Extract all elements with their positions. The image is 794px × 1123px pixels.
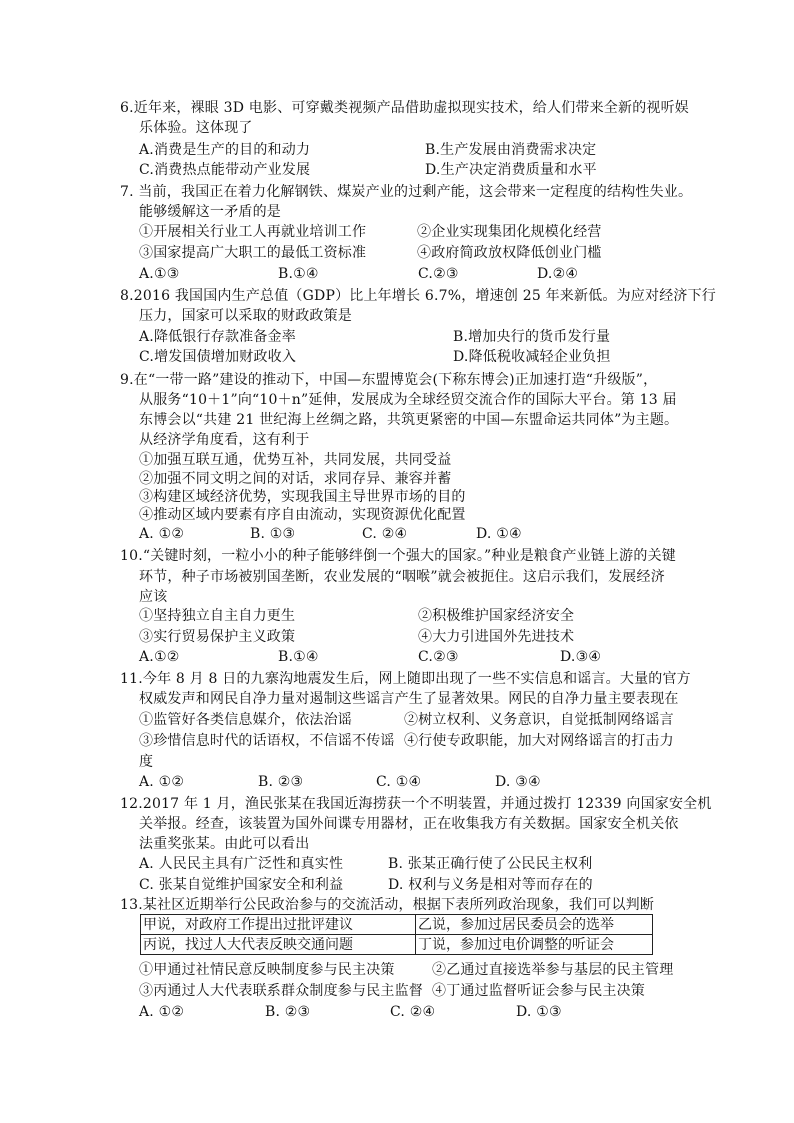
q9-option-d: D. ①④	[476, 526, 522, 542]
q12-option-a: A. 人民民主具有广泛性和真实性	[139, 856, 344, 872]
q11-option-a: A. ①②	[139, 774, 185, 790]
q12-stem-line2: 关举报。经查，该装置为国外间谍专用器材，正在收集我方有关数据。国家安全机关依	[139, 816, 679, 832]
q11-stem-line2: 权威发声和网民自净力量对遏制这些谣言产生了显著效果。网民的自净力量主要表现在	[139, 691, 679, 707]
q9-option-b: B. ①③	[250, 526, 296, 542]
q11-statement-4: ④行使专政职能，加大对网络谣言的打击力	[404, 733, 674, 749]
q10-statement-1: ①坚持独立自主自力更生	[139, 608, 296, 624]
q10-option-c: C.②③	[418, 649, 459, 665]
q11-stem-line1: 11.今年 8 月 8 日的九寨沟地震发生后，网上随即出现了一些不实信息和谣言。大量的官方	[120, 671, 691, 687]
q9-stem-line2: 从服务“10＋1”向“10＋n”延伸，发展成为全球经贸交流合作的国际大平台。第 13 届	[139, 392, 677, 408]
q8-option-c: C.增发国债增加财政收入	[139, 349, 297, 365]
q12-option-c: C. 张某自觉维护国家安全和利益	[139, 877, 344, 893]
q6-stem-line2: 乐体验。这体现了	[139, 120, 253, 136]
q8-option-b: B.增加央行的货币发行量	[453, 329, 611, 345]
q10-stem-line1: 10.“关键时刻，一粒小小的种子能够绊倒一个强大的国家。”种业是粮食产业链上游的关键	[120, 548, 676, 564]
q6-stem-line1: 6.近年来，裸眼 3D 电影、可穿戴类视频产品借助虚拟现实技术，给人们带来全新的视听娱	[120, 100, 689, 116]
q8-stem-line1: 8.2016 我国国内生产总值（GDP）比上年增长 6.7%，增速创 25 年来新低。为应对经济下行	[120, 288, 716, 304]
q9-statement-2: ②加强不同文明之间的对话，求同存异、兼容并蓄	[139, 471, 452, 487]
q11-option-d: D. ③④	[495, 774, 541, 790]
q10-option-d: D.③④	[560, 649, 602, 665]
q11-statement-1: ①监管好各类信息媒介，依法治谣	[139, 712, 352, 728]
q13-option-a: A. ①②	[139, 1004, 185, 1020]
q7-stem-line2: 能够缓解这一矛盾的是	[139, 204, 281, 220]
q6-option-d: D.生产决定消费质量和水平	[425, 162, 597, 178]
table-cell: 乙说，参加过居民委员会的选举	[416, 915, 653, 935]
q7-stem-line1: 7. 当前，我国正在着力化解钢铁、煤炭产业的过剩产能，这会带来一定程度的结构性失业。	[120, 184, 693, 200]
q8-option-d: D.降低税收减轻企业负担	[453, 349, 611, 365]
q12-stem-line3: 法重奖张某。由此可以看出	[139, 836, 310, 852]
q6-option-a: A.消费是生产的目的和动力	[139, 142, 311, 158]
q13-option-c: C. ②④	[390, 1004, 436, 1020]
q7-statement-2: ②企业实现集团化规模化经营	[417, 224, 602, 240]
q11-statement-3: ③珍惜信息时代的话语权，不信谣不传谣	[139, 733, 395, 749]
q13-table	[140, 914, 653, 955]
q6-option-b: B.生产发展由消费需求决定	[425, 142, 597, 158]
table-cell: 丙说，找过人大代表反映交通问题	[141, 935, 416, 955]
q7-statement-4: ④政府简政放权降低创业门槛	[417, 245, 602, 261]
q13-statement-4: ④丁通过监督听证会参与民主决策	[432, 983, 645, 999]
q13-statement-1: ①甲通过社情民意反映制度参与民主决策	[139, 962, 395, 978]
q12-option-b: B. 张某正确行使了公民民主权利	[388, 856, 593, 872]
table-row	[141, 935, 653, 955]
q10-option-a: A.①②	[139, 649, 180, 665]
q12-stem-line1: 12.2017 年 1 月，渔民张某在我国近海捞获一个不明装置，并通过拨打 12339 向国家安全机	[120, 796, 712, 812]
q13-statement-2: ②乙通过直接选举参与基层的民主管理	[432, 962, 674, 978]
q11-statement-4-cont: 度	[139, 754, 154, 770]
q10-statement-4: ④大力引进国外先进技术	[418, 629, 575, 645]
q9-statement-3: ③构建区域经济优势，实现我国主导世界市场的目的	[139, 489, 466, 505]
q11-option-b: B. ②③	[258, 774, 304, 790]
q7-option-c: C.②③	[418, 266, 459, 282]
q6-option-c: C.消费热点能带动产业发展	[139, 162, 311, 178]
q9-stem-line4: 从经济学角度看，这有利于	[139, 432, 310, 448]
q7-option-b: B.①④	[278, 266, 319, 282]
q10-statement-2: ②积极维护国家经济安全	[418, 608, 575, 624]
q7-statement-1: ①开展相关行业工人再就业培训工作	[139, 224, 367, 240]
q13-option-b: B. ②③	[265, 1004, 311, 1020]
q11-option-c: C. ①④	[376, 774, 422, 790]
table-row	[141, 915, 653, 935]
q9-statement-1: ①加强互联互通，优势互补，共同发展，共同受益	[139, 452, 452, 468]
table-cell: 甲说，对政府工作提出过批评建议	[141, 915, 416, 935]
q13-option-d: D. ①③	[516, 1004, 562, 1020]
q8-option-a: A.降低银行存款准备金率	[139, 329, 296, 345]
table-cell: 丁说，参加过电价调整的听证会	[416, 935, 653, 955]
q10-stem-line3: 应该	[139, 589, 168, 605]
q10-stem-line2: 环节，种子市场被别国垄断，农业发展的“咽喉”就会被扼住。这启示我们，发展经济	[139, 569, 665, 585]
q9-statement-4: ④推动区域内要素有序自由流动，实现资源优化配置	[139, 507, 466, 523]
q11-statement-2: ②树立权利、义务意识，自觉抵制网络谣言	[404, 712, 674, 728]
q9-option-a: A. ①②	[139, 526, 185, 542]
q7-statement-3: ③国家提高广大职工的最低工资标准	[139, 245, 367, 261]
q9-stem-line3: 东博会以“共建 21 世纪海上丝绸之路，共筑更紧密的中国—东盟命运共同体”为主题。	[139, 412, 679, 428]
q13-stem-line1: 13.某社区近期举行公民政治参与的交流活动，根据下表所列政治现象，我们可以判断	[120, 897, 655, 913]
q13-statement-3: ③丙通过人大代表联系群众制度参与民主监督	[139, 983, 423, 999]
q7-option-a: A.①③	[139, 266, 180, 282]
q8-stem-line2: 压力，国家可以采取的财政政策是	[139, 308, 352, 324]
q9-stem-line1: 9.在“一带一路”建设的推动下，中国—东盟博览会(下称东博会)正加速打造“升级版”，	[120, 372, 658, 388]
q12-option-d: D. 权利与义务是相对等而存在的	[388, 877, 593, 893]
q9-option-c: C. ②④	[362, 526, 408, 542]
q7-option-d: D.②④	[537, 266, 579, 282]
q10-option-b: B.①④	[278, 649, 319, 665]
q10-statement-3: ③实行贸易保护主义政策	[139, 629, 296, 645]
